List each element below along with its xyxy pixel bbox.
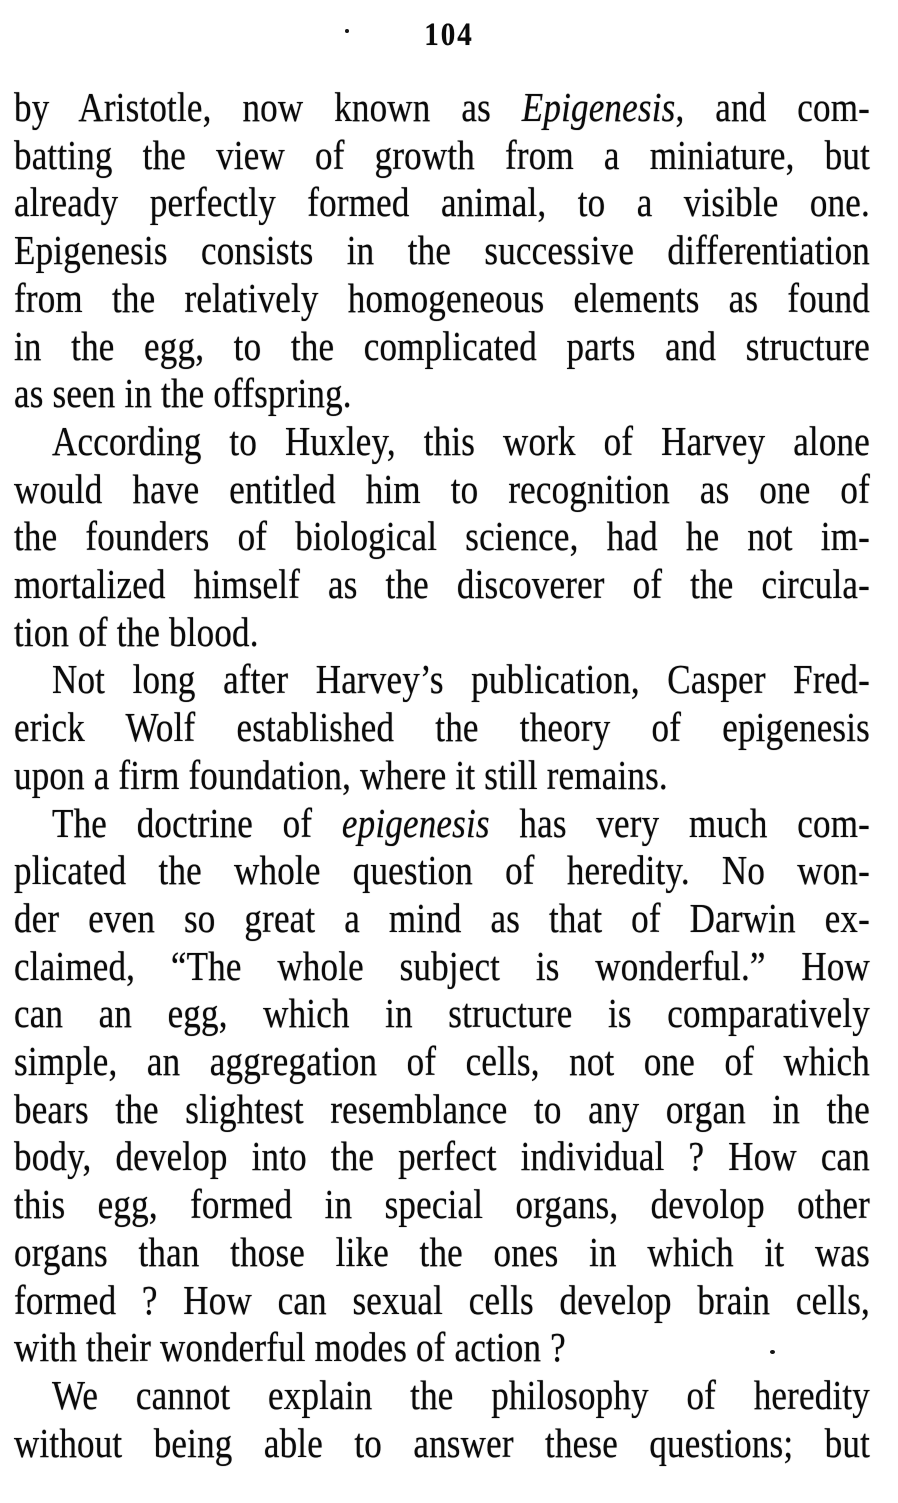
text-segment: with their wonderful modes of action ? — [14, 1324, 566, 1371]
text-segment: Not long after Harvey’s publication, Casper Fred- — [52, 656, 870, 703]
page-number: 104 — [424, 17, 474, 53]
text-segment: organs than those like the ones in which it was — [14, 1229, 870, 1276]
text-segment: as seen in the offspring. — [14, 370, 352, 417]
text-segment: , and com- — [675, 84, 870, 131]
text-segment: formed ? How can sexual cells develop brain cells, — [14, 1277, 870, 1324]
text-segment: The doctrine of — [52, 799, 342, 846]
paragraph — [14, 84, 870, 418]
text-block — [14, 84, 870, 1467]
paragraph — [14, 656, 870, 799]
text-segment: can an egg, which in structure is comparatively — [14, 990, 870, 1037]
italic-term: epigenesis — [341, 799, 490, 846]
text-segment: from the relatively homogeneous elements as found — [14, 275, 870, 322]
paragraph — [14, 418, 870, 657]
text-segment: We cannot explain the philosophy of heredity — [52, 1372, 870, 1419]
text-segment: this egg, formed in special organs, devolop other — [14, 1181, 870, 1228]
text-segment: the founders of biological science, had he not im- — [14, 513, 870, 560]
text-segment: Epigenesis consists in the successive differentiation — [14, 227, 870, 274]
text-segment: upon a firm foundation, where it still remains. — [14, 752, 668, 799]
text-segment: body, develop into the perfect individual ? How can — [14, 1133, 870, 1180]
scan-speck — [770, 1350, 775, 1354]
paragraph — [14, 800, 870, 1372]
text-segment: simple, an aggregation of cells, not one of which — [14, 1038, 870, 1085]
text-segment: According to Huxley, this work of Harvey alone — [52, 418, 870, 465]
text-segment: has very much com- — [489, 799, 870, 846]
text-segment: der even so great a mind as that of Darwin ex- — [14, 895, 870, 942]
text-segment: without being able to answer these questions; but — [14, 1420, 870, 1467]
text-segment: already perfectly formed animal, to a visible one. — [14, 179, 870, 226]
scan-speck — [345, 29, 349, 33]
text-segment: would have entitled him to recognition as one of — [14, 466, 870, 513]
text-segment: by Aristotle, now known as — [14, 84, 522, 131]
text-segment: batting the view of growth from a miniature, but — [14, 132, 870, 179]
text-segment: claimed, “The whole subject is wonderful.” How — [14, 943, 870, 990]
text-segment: bears the slightest resemblance to any organ in the — [14, 1086, 870, 1133]
text-segment: tion of the blood. — [14, 609, 259, 656]
text-segment: mortalized himself as the discoverer of the circula- — [14, 561, 870, 608]
text-segment: plicated the whole question of heredity. No won- — [14, 847, 870, 894]
text-segment: in the egg, to the complicated parts and structure — [14, 322, 870, 369]
italic-term: Epigenesis — [521, 84, 676, 131]
scanned-page — [0, 17, 898, 1503]
text-segment: erick Wolf established the theory of epigenesis — [14, 704, 870, 751]
paragraph — [14, 1372, 870, 1467]
text-line — [14, 1415, 870, 1471]
